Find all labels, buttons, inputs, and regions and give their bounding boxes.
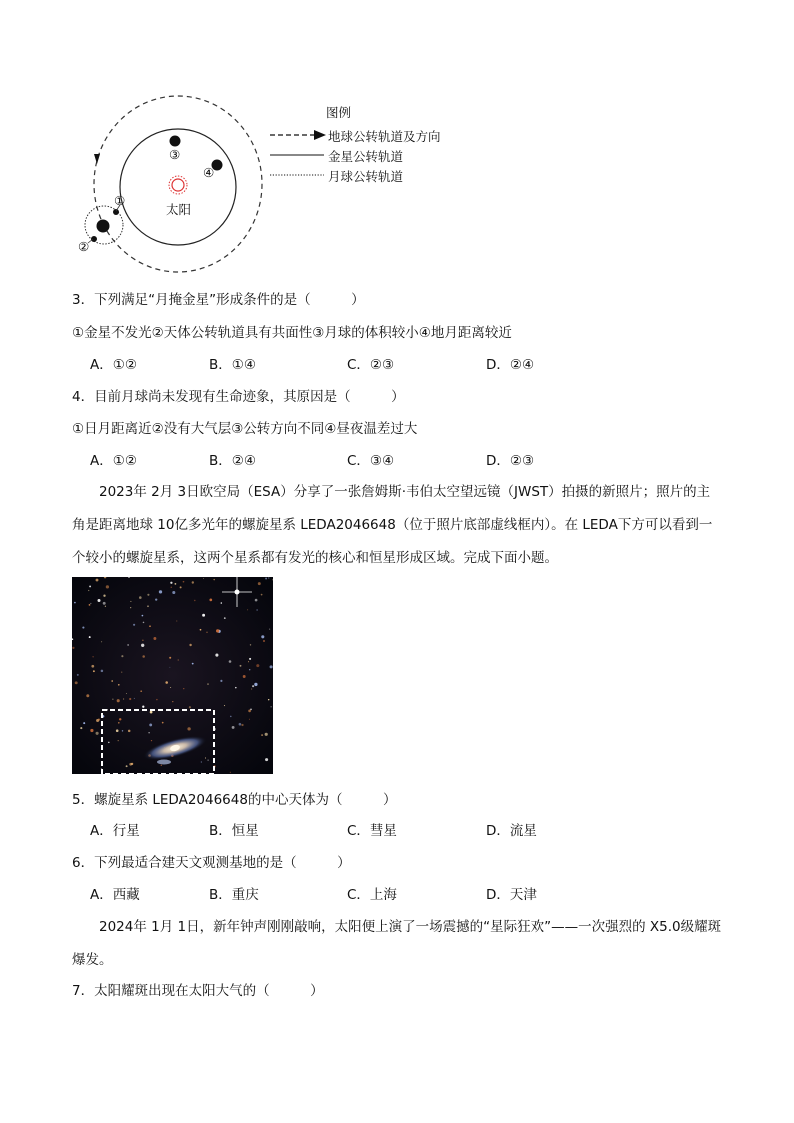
- background-galaxy-dot: [139, 596, 142, 599]
- background-galaxy-dot: [249, 719, 250, 720]
- galaxy-photo: [72, 577, 273, 774]
- background-galaxy-dot: [86, 694, 89, 697]
- background-galaxy-dot: [123, 698, 124, 699]
- background-galaxy-dot: [232, 726, 235, 729]
- background-galaxy-dot: [200, 629, 202, 631]
- background-galaxy-dot: [263, 640, 265, 642]
- background-galaxy-dot: [172, 701, 173, 702]
- sun-icon: [169, 176, 187, 194]
- background-galaxy-dot: [133, 624, 135, 626]
- background-galaxy-dot: [96, 732, 99, 735]
- background-galaxy-dot: [101, 768, 102, 769]
- background-galaxy-dot: [118, 722, 120, 724]
- background-galaxy-dot: [142, 655, 145, 658]
- background-galaxy-dot: [239, 723, 242, 726]
- question-3-option-b[interactable]: B．①④: [209, 357, 256, 373]
- background-galaxy-dot: [230, 772, 231, 773]
- background-galaxy-dot: [170, 687, 171, 688]
- question-6-stem: 6．下列最适合建天文观测基地的是（ ）: [72, 855, 351, 871]
- background-galaxy-dot: [251, 688, 252, 689]
- background-galaxy-dot: [88, 590, 89, 591]
- background-galaxy-dot: [216, 629, 219, 632]
- point-label-2: ②: [78, 239, 90, 254]
- background-galaxy-dot: [98, 599, 101, 602]
- point-label-1: ①: [114, 193, 126, 208]
- question-5-option-c[interactable]: C．彗星: [347, 823, 397, 839]
- question-5-option-d[interactable]: D．流星: [486, 823, 537, 839]
- background-galaxy-dot: [221, 602, 223, 604]
- background-galaxy-dot: [121, 655, 123, 657]
- background-galaxy-dot: [255, 599, 258, 602]
- background-galaxy-dot: [129, 763, 132, 766]
- background-galaxy-dot: [89, 636, 91, 638]
- background-galaxy-dot: [89, 604, 91, 606]
- background-galaxy-dot: [270, 665, 273, 668]
- background-galaxy-dot: [187, 727, 190, 730]
- question-4-option-d[interactable]: D．②③: [486, 453, 535, 469]
- background-galaxy-dot: [156, 699, 157, 700]
- background-galaxy-dot: [202, 614, 205, 617]
- background-galaxy-dot: [241, 724, 243, 726]
- background-galaxy-dot: [105, 606, 106, 607]
- background-galaxy-dot: [101, 670, 104, 673]
- background-galaxy-dot: [103, 595, 105, 597]
- background-galaxy-dot: [240, 665, 242, 667]
- background-galaxy-dot: [207, 759, 208, 760]
- background-galaxy-dot: [249, 658, 251, 660]
- background-galaxy-dot: [117, 699, 120, 702]
- background-galaxy-dot: [89, 585, 91, 587]
- sun-label: 太阳: [166, 202, 192, 217]
- background-galaxy-dot: [169, 657, 171, 659]
- background-galaxy-dot: [93, 670, 95, 672]
- background-galaxy-dot: [111, 680, 113, 682]
- background-galaxy-dot: [192, 663, 194, 665]
- background-galaxy-dot: [243, 675, 246, 678]
- background-galaxy-dot: [92, 656, 93, 657]
- background-galaxy-dot: [261, 635, 264, 638]
- background-galaxy-dot: [265, 578, 267, 580]
- question-5-option-a[interactable]: A．行星: [90, 823, 140, 839]
- question-4-option-c[interactable]: C．③④: [347, 453, 395, 469]
- question-5-stem: 5．螺旋星系 LEDA2046648的中心天体为（ ）: [72, 792, 397, 808]
- question-3-option-d[interactable]: D．②④: [486, 357, 535, 373]
- background-galaxy-dot: [150, 711, 153, 714]
- background-galaxy-dot: [256, 609, 257, 610]
- background-galaxy-dot: [183, 688, 184, 689]
- earth: [97, 220, 110, 233]
- legend-swatches: [268, 125, 328, 185]
- background-galaxy-dot: [128, 730, 131, 733]
- passage-jwst: 2023年 2月 3日欧空局（ESA）分享了一张詹姆斯·韦伯太空望远镜（JWST）拍摄的新照片；照片的主角是距离地球 10亿多光年的螺旋星系 LEDA2046648（位于照片底部虚线框内）。在 LEDA下方可以看到一个较小的螺旋星系，这两个星系都有发光的核心和恒星形成区域。完成下面小题。: [72, 484, 713, 566]
- question-6-option-a[interactable]: A．西藏: [90, 887, 140, 903]
- background-galaxy-dot: [268, 699, 269, 700]
- background-galaxy-dot: [80, 727, 82, 729]
- background-galaxy-dot: [247, 610, 248, 611]
- question-6-option-b[interactable]: B．重庆: [209, 887, 259, 903]
- background-galaxy-dot: [91, 665, 94, 668]
- background-galaxy-dot: [271, 706, 272, 707]
- background-galaxy-dot: [155, 598, 157, 600]
- background-galaxy-dot: [153, 637, 156, 640]
- background-galaxy-dot: [258, 582, 261, 585]
- background-galaxy-dot: [192, 581, 194, 583]
- background-galaxy-dot: [194, 600, 195, 601]
- background-galaxy-dot: [174, 583, 176, 585]
- background-galaxy-dot: [176, 620, 177, 621]
- background-galaxy-dot: [127, 644, 128, 645]
- background-galaxy-dot: [148, 732, 149, 733]
- background-galaxy-dot: [269, 629, 270, 630]
- background-galaxy-dot: [170, 667, 171, 668]
- background-galaxy-dot: [72, 647, 74, 649]
- question-4-option-a[interactable]: A．①②: [90, 453, 137, 469]
- background-galaxy-dot: [265, 758, 268, 761]
- question-4-conditions: ①日月距离近②没有大气层③公转方向不同④昼夜温差过大: [72, 421, 418, 437]
- background-galaxy-dot: [75, 681, 78, 684]
- orbit-direction-arrow-icon: [94, 154, 100, 164]
- background-galaxy-dot: [90, 603, 91, 604]
- background-galaxy-dot: [77, 674, 79, 676]
- point-label-4: ④: [203, 165, 215, 180]
- point-label-3: ③: [169, 147, 181, 162]
- question-3-stem: 3．下列满足“月掩金星”形成条件的是（ ）: [72, 292, 365, 308]
- background-galaxy-dot: [83, 722, 85, 724]
- background-galaxy-dot: [268, 577, 269, 578]
- legend-item-venus-orbit: 金星公转轨道: [328, 149, 404, 164]
- background-galaxy-dot: [134, 698, 135, 699]
- background-galaxy-dot: [205, 757, 206, 758]
- legend-item-moon-orbit: 月球公转轨道: [328, 169, 404, 184]
- background-galaxy-dot: [201, 761, 202, 762]
- background-galaxy-dot: [224, 617, 226, 619]
- question-4-option-b[interactable]: B．②④: [209, 453, 256, 469]
- background-galaxy-dot: [112, 699, 113, 700]
- background-galaxy-dot: [142, 706, 144, 708]
- background-galaxy-dot: [142, 615, 144, 617]
- legend-arrow-icon: [314, 130, 326, 140]
- background-galaxy-dot: [151, 740, 152, 741]
- background-galaxy-dot: [118, 740, 119, 741]
- passage-solar-flare: 2024年 1月 1日，新年钟声刚刚敲响，太阳便上演了一场震撼的“星际狂欢”——一次强烈的 X5.0级耀斑爆发。: [72, 919, 722, 968]
- background-galaxy-dot: [90, 729, 93, 732]
- background-galaxy-dot: [121, 672, 122, 673]
- background-galaxy-dot: [189, 644, 191, 646]
- background-galaxy-dot: [256, 664, 259, 667]
- background-galaxy-dot: [183, 581, 185, 583]
- background-galaxy-dot: [140, 690, 142, 692]
- question-3-option-c[interactable]: C．②③: [347, 357, 395, 373]
- background-galaxy-dot: [170, 582, 172, 584]
- background-galaxy-dot: [261, 734, 263, 736]
- background-galaxy-dot: [122, 730, 123, 731]
- background-galaxy-dot: [224, 705, 225, 706]
- background-galaxy-dot: [108, 742, 110, 744]
- background-galaxy-dot: [215, 654, 218, 657]
- background-galaxy-dot: [248, 661, 249, 662]
- background-galaxy-dot: [209, 599, 212, 602]
- background-galaxy-dot: [147, 594, 149, 596]
- background-galaxy-dot: [203, 578, 204, 579]
- background-galaxy-dot: [172, 591, 175, 594]
- question-3-conditions: ①金星不发光②天体公转轨道具有共面性③月球的体积较小④地月距离较近: [72, 325, 512, 341]
- background-galaxy-dot: [249, 669, 250, 670]
- background-galaxy-dot: [74, 602, 76, 604]
- background-galaxy-dot: [165, 681, 168, 684]
- background-galaxy-dot: [220, 680, 222, 682]
- background-galaxy-dot: [118, 684, 120, 686]
- background-galaxy-dot: [180, 586, 182, 588]
- background-galaxy-dot: [98, 718, 100, 720]
- background-galaxy-dot: [149, 723, 152, 726]
- background-galaxy-dot: [178, 659, 179, 660]
- background-galaxy-dot: [101, 641, 102, 642]
- background-galaxy-dot: [147, 605, 149, 607]
- background-galaxy-dot: [254, 683, 257, 686]
- background-galaxy-dot: [248, 710, 251, 713]
- question-5-option-b[interactable]: B．恒星: [209, 823, 259, 839]
- background-galaxy-dot: [229, 660, 232, 663]
- legend-title: 图例: [326, 105, 352, 120]
- background-galaxy-dot: [162, 722, 164, 724]
- background-galaxy-dot: [206, 632, 207, 633]
- background-galaxy-dot: [116, 729, 119, 732]
- background-galaxy-dot: [103, 602, 106, 605]
- small-spiral-galaxy: [157, 760, 171, 765]
- question-3-option-a[interactable]: A．①②: [90, 357, 137, 373]
- background-galaxy-dot: [119, 718, 121, 720]
- background-galaxy-dot: [171, 587, 173, 589]
- background-galaxy-dot: [252, 685, 254, 687]
- moon-position-2: [91, 236, 97, 242]
- background-galaxy-dot: [161, 765, 162, 766]
- question-6-option-c[interactable]: C．上海: [347, 887, 397, 903]
- background-galaxy-dot: [130, 601, 131, 602]
- background-galaxy-dot: [230, 716, 232, 718]
- question-6-option-d[interactable]: D．天津: [486, 887, 537, 903]
- background-galaxy-dot: [159, 590, 162, 593]
- background-galaxy-dot: [82, 627, 84, 629]
- background-galaxy-dot: [96, 579, 99, 582]
- question-7-stem: 7．太阳耀斑出现在太阳大气的（ ）: [72, 983, 324, 999]
- galaxy-photo-graphic: [72, 577, 273, 774]
- orbit-diagram: [70, 92, 270, 282]
- background-galaxy-dot: [149, 625, 151, 627]
- background-galaxy-dot: [213, 579, 214, 580]
- background-galaxy-dot: [141, 644, 144, 647]
- background-galaxy-dot: [265, 733, 268, 736]
- background-galaxy-dot: [250, 644, 251, 645]
- background-galaxy-dot: [126, 765, 128, 767]
- background-galaxy-dot: [143, 622, 145, 624]
- venus-position-3: [170, 136, 181, 147]
- question-4-stem: 4．目前月球尚未发现有生命迹象，其原因是（ ）: [72, 389, 405, 405]
- background-galaxy-dot: [189, 706, 191, 708]
- background-galaxy-dot: [207, 683, 208, 684]
- background-galaxy-dot: [106, 585, 109, 588]
- background-galaxy-dot: [142, 640, 143, 641]
- background-galaxy-dot: [129, 698, 131, 700]
- legend-item-earth-orbit: 地球公转轨道及方向: [328, 129, 441, 144]
- background-galaxy-dot: [130, 607, 131, 608]
- earth-orbit: [94, 96, 262, 272]
- background-galaxy-dot: [126, 693, 127, 694]
- background-galaxy-dot: [235, 687, 237, 689]
- moon-position-1: [113, 209, 119, 215]
- background-galaxy-dot: [261, 594, 263, 596]
